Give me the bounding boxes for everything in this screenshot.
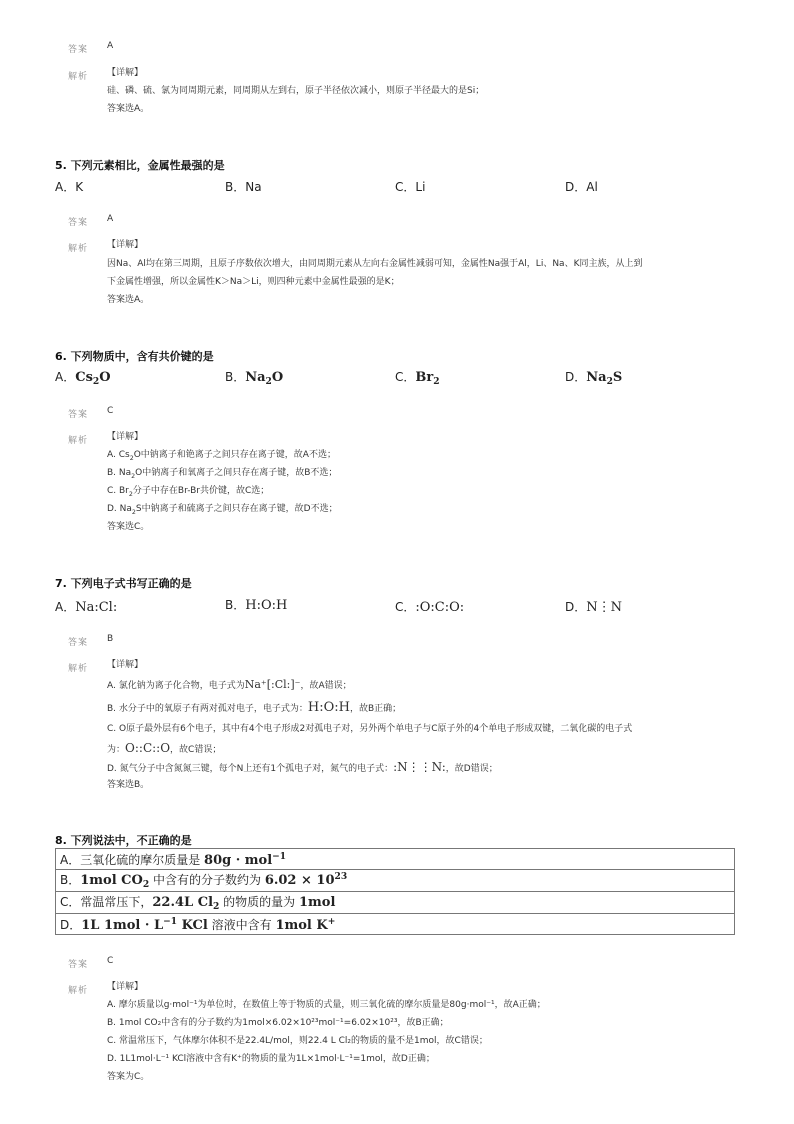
analysis-line: D. $Na_2S$中钠离子和硫离子之间只存在离子键，故D不选； — [107, 504, 338, 516]
analysis-line: 下金属性增强，所以金属性K＞Na＞Li，则四种元素中金属性最强的是K； — [107, 277, 400, 287]
question-6-title: 6. 下列物质中，含有共价键的是 — [55, 350, 214, 363]
q6-option-d: D．$Na_2S$ — [565, 370, 623, 387]
analysis-line: D. 氮气分子中含氮氮三键，每个N上还有1个孤电子对，氮气的电子式：:N⋮⋮N:，故D错误； — [107, 760, 498, 774]
analysis-line: B. 水分子中的氧原子有两对孤对电子，电子式为：H:O:H，故B正确； — [107, 700, 402, 715]
q6-option-b: B．$Na_2O$ — [225, 370, 284, 387]
detail-header: 【详解】 — [107, 68, 144, 78]
detail-header: 【详解】 — [107, 240, 144, 250]
q8-option-a: A．三氧化硫的摩尔质量是 80g · mol$^{-1}$ — [56, 849, 735, 870]
analysis-line: C. O原子最外层有6个电子，其中有4个电子形成2对孤电子对，另外两个单电子与C原子外的4个单电子形成双键，二氧化碳的电子式 — [107, 724, 633, 734]
answer-label: 答案 — [68, 638, 89, 648]
analysis-label: 解析 — [68, 72, 89, 82]
analysis-line: A. $Cs_2O$中钠离子和铯离子之间只存在离子键，故A不选； — [107, 450, 336, 462]
analysis-line: C. 常温常压下，气体摩尔体积不是22.4L/mol，则22.4 L Cl₂的物质的量不是1mol，故C错误； — [107, 1036, 488, 1046]
answer-label: 答案 — [68, 218, 89, 228]
detail-header: 【详解】 — [107, 432, 144, 442]
analysis-line: C. $Br_2$分子中存在Br-Br共价键，故C选； — [107, 486, 270, 498]
q5-option-a: A．K — [55, 180, 84, 194]
q6-option-c: C．$Br_2$ — [395, 370, 440, 387]
electron-formula: H:O:H — [245, 598, 288, 613]
q5-option-c: C．Li — [395, 180, 426, 194]
q7-option-b: B．H:O:H — [225, 598, 288, 613]
q5-option-b: B．Na — [225, 180, 262, 194]
analysis-line: B. $Na_2O$中钠离子和氧离子之间只存在离子键，故B不选； — [107, 468, 338, 480]
analysis-line: 为：O::C::O，故C错误； — [107, 741, 222, 755]
analysis-label: 解析 — [68, 986, 89, 996]
q6-option-a: A．$Cs_2O$ — [55, 370, 111, 387]
q7-option-c: C．:O:C:O: — [395, 600, 465, 615]
analysis-line: B. 1mol CO₂中含有的分子数约为1mol×6.02×10²³mol⁻¹=6.02×10²³，故B正确； — [107, 1018, 449, 1028]
analysis-label: 解析 — [68, 244, 89, 254]
analysis-line: D. 1L1mol·L⁻¹ KCl溶液中含有K⁺的物质的量为1L×1mol·L⁻¹=1mol，故D正确； — [107, 1054, 435, 1064]
analysis-label: 解析 — [68, 664, 89, 674]
analysis-line: 答案选A。 — [107, 295, 150, 305]
question-8-title: 8. 下列说法中，不正确的是 — [55, 834, 192, 847]
answer-value: B — [107, 634, 114, 644]
analysis-line: A. 氯化钠为离子化合物，电子式为Na⁺[:Cl:]⁻，故A错误； — [107, 678, 352, 691]
q8-option-d: D．1L $1mol \cdot L^{-1}$ KCl 溶液中含有 1mol K+ — [56, 914, 735, 935]
q8-options-table — [55, 848, 735, 935]
analysis-line: 答案选A。 — [107, 104, 150, 114]
answer-label: 答案 — [68, 960, 89, 970]
analysis-line: 答案为C。 — [107, 1072, 150, 1082]
question-5-title: 5. 下列元素相比，金属性最强的是 — [55, 159, 225, 172]
detail-header: 【详解】 — [107, 982, 144, 992]
electron-formula: N⋮N — [586, 600, 622, 615]
answer-value: C — [107, 406, 114, 416]
q8-option-b: B．1mol $CO_2$ 中含有的分子数约为 $6.02 \times 10^{23}$ — [56, 870, 735, 892]
q7-option-a: A．Na:Cl: — [55, 600, 118, 615]
analysis-line: 答案选B。 — [107, 780, 150, 790]
answer-value: A — [107, 41, 114, 51]
analysis-label: 解析 — [68, 436, 89, 446]
answer-label: 答案 — [68, 45, 89, 55]
question-7-title: 7. 下列电子式书写正确的是 — [55, 577, 192, 590]
answer-label: 答案 — [68, 410, 89, 420]
detail-header: 【详解】 — [107, 660, 144, 670]
electron-formula: Na:Cl: — [75, 600, 118, 615]
answer-value: A — [107, 214, 114, 224]
q8-option-c: C．常温常压下，22.4L $Cl_2$ 的物质的量为 1mol — [56, 892, 735, 914]
analysis-line: 答案选C。 — [107, 522, 150, 532]
q5-option-d: D．Al — [565, 180, 598, 194]
analysis-line: A. 摩尔质量以g·mol⁻¹为单位时，在数值上等于物质的式量，则三氧化硫的摩尔质量是80g·mol⁻¹，故A正确； — [107, 1000, 546, 1010]
q7-option-d: D．N⋮N — [565, 600, 622, 615]
electron-formula: :O:C:O: — [415, 600, 465, 615]
answer-value: C — [107, 956, 114, 966]
analysis-line: 因Na、Al均在第三周期，且原子序数依次增大，由同周期元素从左向右金属性减弱可知，金属性Na强于Al，Li、Na、K同主族，从上到 — [107, 259, 643, 269]
analysis-line: 硅、磷、硫、氯为同周期元素，同周期从左到右，原子半径依次减小，则原子半径最大的是Si； — [107, 86, 485, 96]
